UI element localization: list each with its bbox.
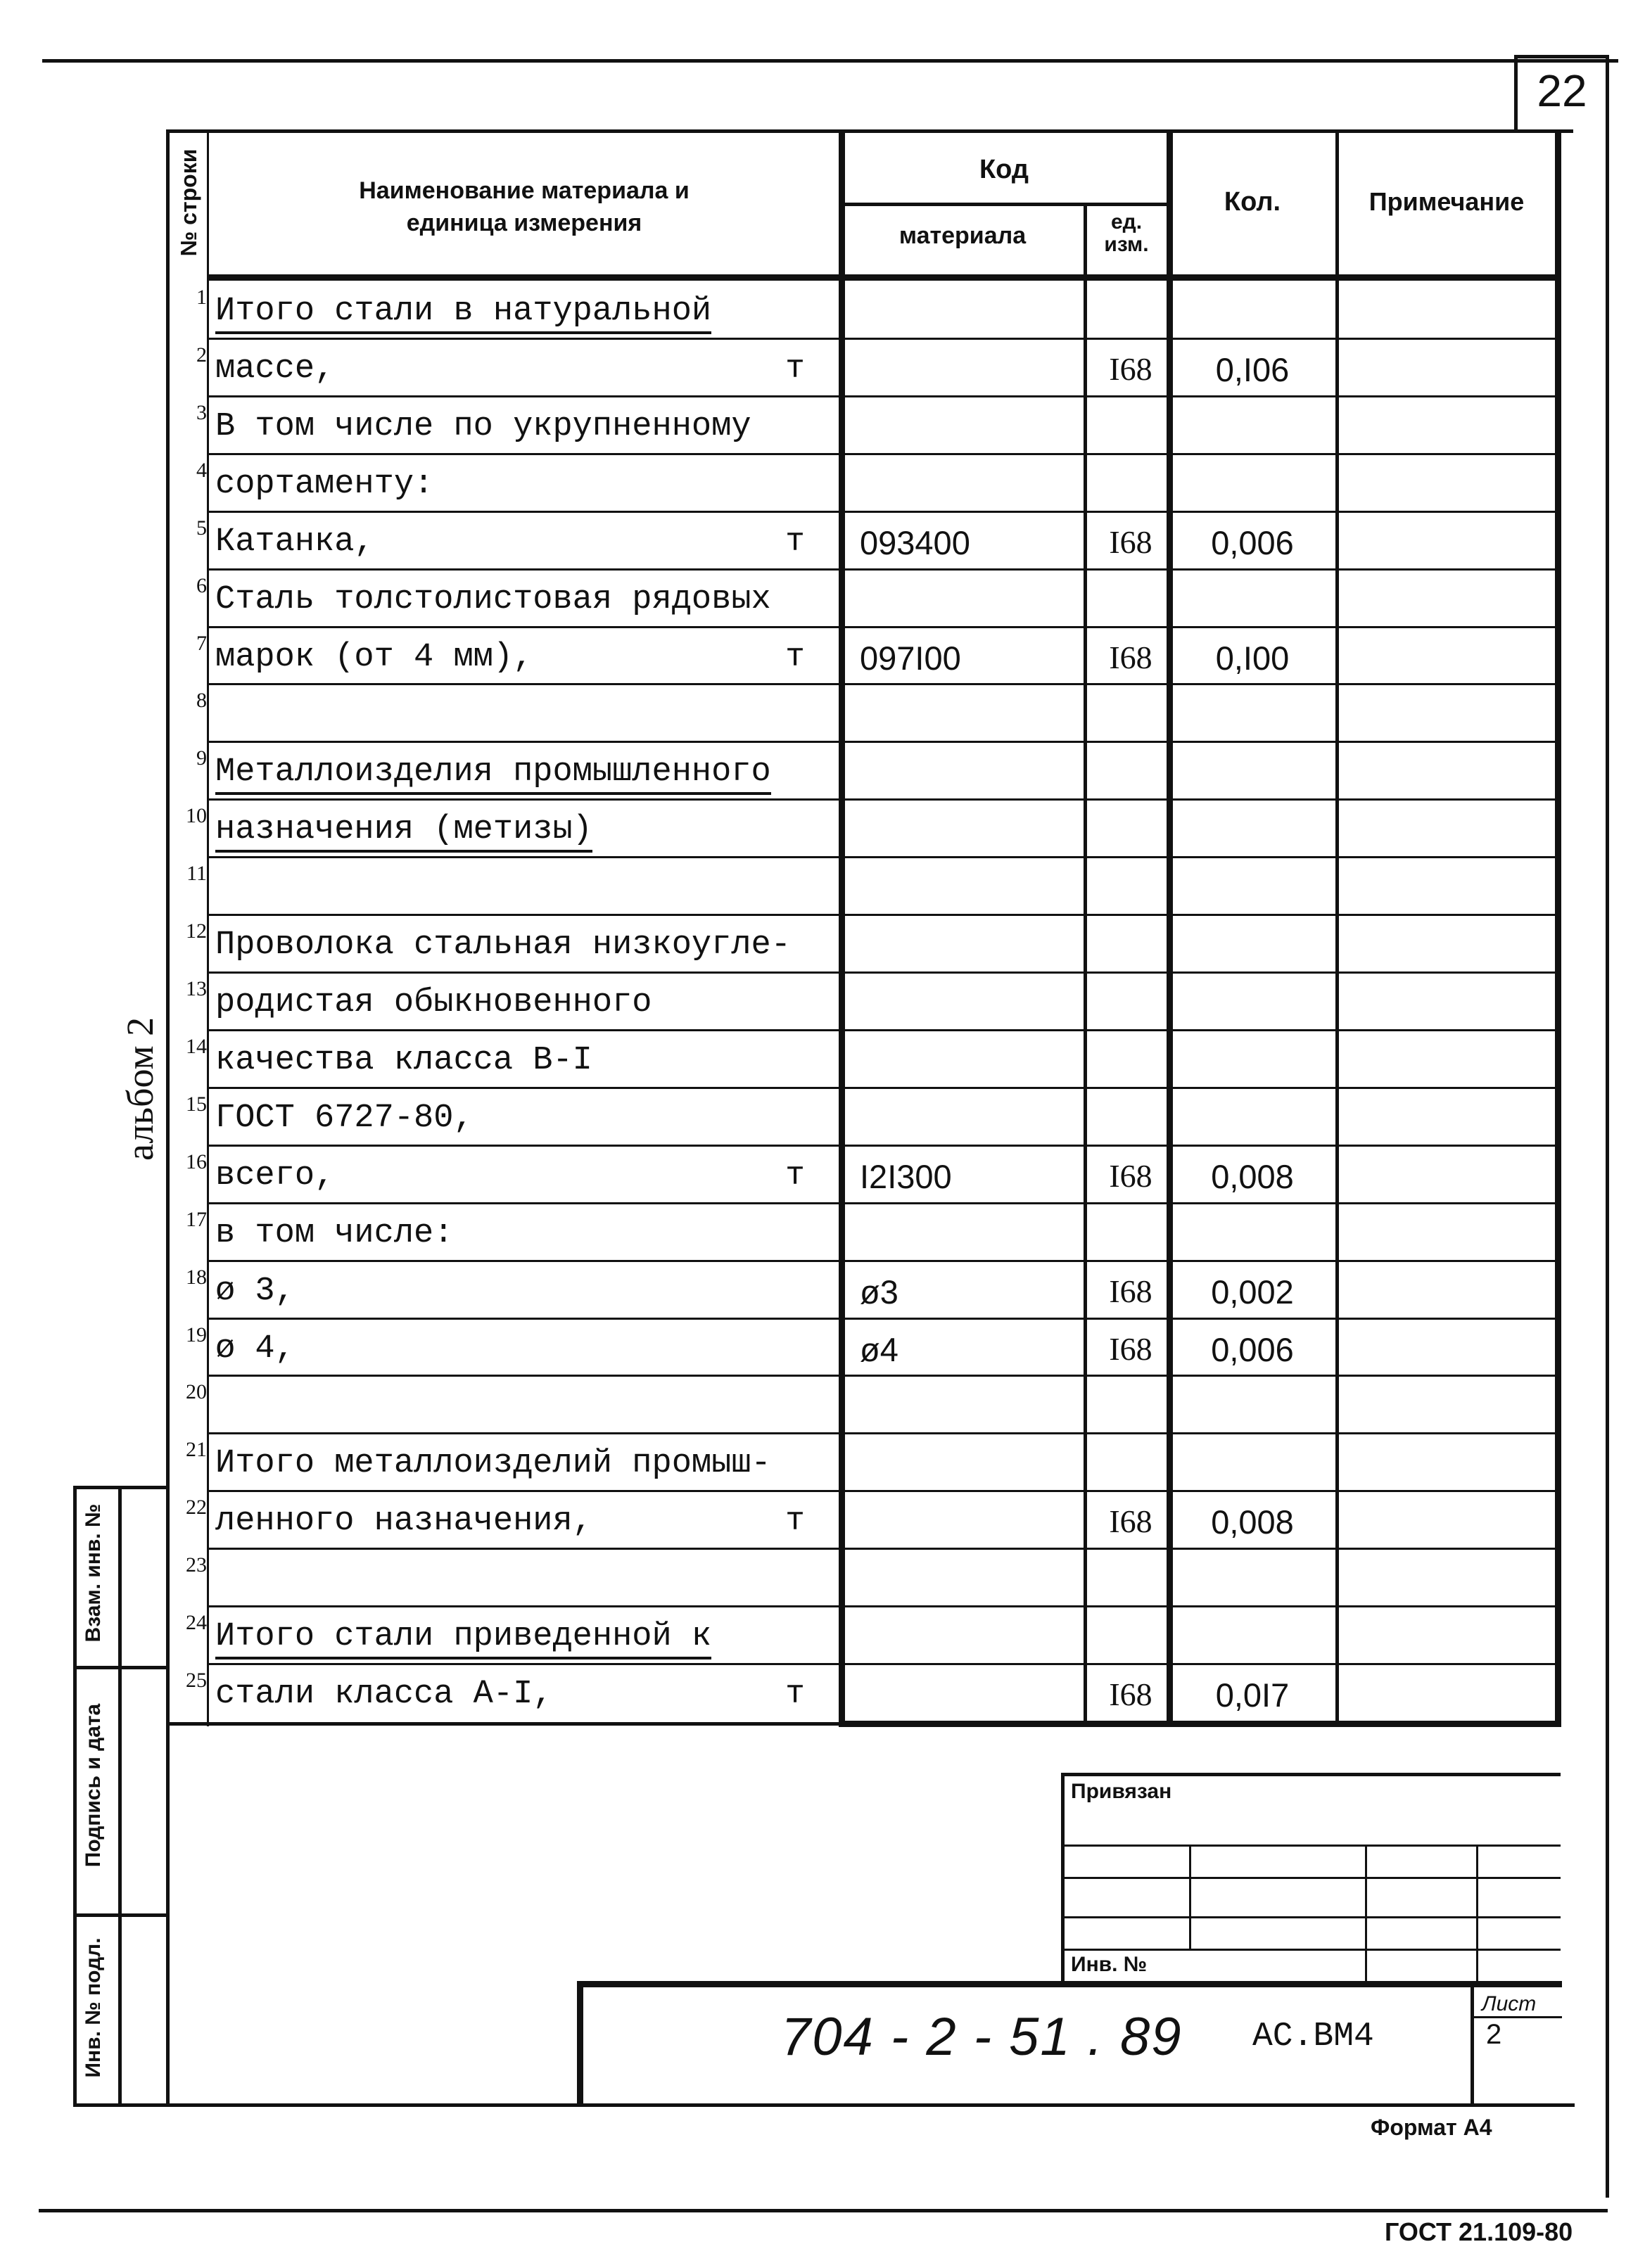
stamp-privyazan-top xyxy=(1061,1773,1561,1776)
row-number: 21 xyxy=(186,1438,207,1461)
page-number-box-left xyxy=(1514,55,1518,131)
material-name: ø 4, xyxy=(215,1330,295,1368)
unit-code: I68 xyxy=(1109,639,1152,675)
row-number: 10 xyxy=(186,804,207,827)
table-row xyxy=(0,1260,1645,1318)
stamp-main-left xyxy=(577,1981,583,2106)
row-number: 8 xyxy=(196,689,207,712)
material-name: стали класса А-I, xyxy=(215,1676,553,1713)
stamp-inv-no-label: Инв. № xyxy=(1071,1953,1148,1976)
material-name xyxy=(215,811,820,848)
stamp-grid-col2 xyxy=(1365,1845,1367,1985)
material-name: в том числе: xyxy=(215,1215,454,1252)
material-name: качества класса В-I xyxy=(215,1042,592,1079)
header-unit-line1: ед. xyxy=(1110,210,1143,234)
stamp-grid-line4 xyxy=(1061,1949,1561,1951)
table-row xyxy=(0,1375,1645,1432)
unit-code: I68 xyxy=(1109,1331,1152,1367)
material-name: Проволока стальная низкоугле- xyxy=(215,926,791,964)
row-number: 2 xyxy=(196,343,207,367)
row-number: 24 xyxy=(186,1611,207,1634)
header-qty: Кол. xyxy=(1224,187,1281,217)
row-number: 11 xyxy=(186,862,207,885)
stamp-sheet-label-line xyxy=(1471,2016,1562,2018)
row-number: 16 xyxy=(186,1150,207,1173)
table-bottom-line xyxy=(839,1721,1561,1727)
page-number-box-top xyxy=(1514,55,1609,58)
table-row xyxy=(0,1318,1645,1375)
side-block-mid xyxy=(118,1486,122,2106)
table-row xyxy=(0,1202,1645,1260)
unit-of-measure: т xyxy=(785,1676,805,1712)
table-row xyxy=(0,511,1645,568)
row-number: 18 xyxy=(186,1266,207,1289)
row-number: 4 xyxy=(196,459,207,482)
stamp-grid-col1 xyxy=(1189,1845,1191,1950)
row-number: 7 xyxy=(196,632,207,655)
material-name: ленного назначения, xyxy=(215,1503,592,1540)
material-name-underlined: Металлоизделия промышленного xyxy=(215,753,771,795)
page-number: 22 xyxy=(1537,65,1587,116)
table-row xyxy=(0,856,1645,914)
stamp-grid-line1 xyxy=(1061,1845,1561,1847)
material-code: 097I00 xyxy=(860,639,961,677)
unit-code: I68 xyxy=(1109,1273,1152,1309)
row-number: 5 xyxy=(196,516,207,540)
header-material: материала xyxy=(898,222,1027,249)
table-bottom-line-left xyxy=(166,1722,841,1726)
table-row xyxy=(0,338,1645,395)
table-row xyxy=(0,798,1645,856)
stamp-doc-code: 704 - 2 - 51 . 89 xyxy=(781,2007,1183,2067)
unit-of-measure: т xyxy=(785,1503,805,1539)
material-name xyxy=(215,1618,820,1655)
table-row xyxy=(0,1087,1645,1145)
row-number: 3 xyxy=(196,401,207,424)
bottom-border-line xyxy=(39,2209,1608,2212)
material-code: ø3 xyxy=(860,1273,898,1311)
row-number: 17 xyxy=(186,1208,207,1231)
quantity: 0,0I7 xyxy=(1215,1676,1290,1714)
material-name: сортаменту: xyxy=(215,466,434,503)
unit-code: I68 xyxy=(1109,351,1152,387)
unit-of-measure: т xyxy=(785,350,805,387)
stamp-grid-col3 xyxy=(1476,1845,1478,1985)
header-unit-line2: изм. xyxy=(1104,233,1149,256)
row-number: 25 xyxy=(186,1669,207,1692)
material-name: Итого металлоизделий промыш- xyxy=(215,1445,771,1482)
gost-label: ГОСТ 21.109-80 xyxy=(1385,2217,1573,2246)
row-number: 1 xyxy=(196,286,207,309)
quantity: 0,I06 xyxy=(1215,351,1290,388)
stamp-main-top xyxy=(577,1981,1562,1987)
row-number: 19 xyxy=(186,1323,207,1346)
unit-of-measure: т xyxy=(785,1157,805,1194)
unit-code: I68 xyxy=(1109,1158,1152,1194)
row-number: 14 xyxy=(186,1035,207,1058)
frame-bottom xyxy=(73,2103,1575,2107)
header-unit xyxy=(1086,211,1167,256)
stamp-sheet-divider xyxy=(1471,1981,1474,2106)
quantity: 0,008 xyxy=(1211,1158,1294,1195)
row-number: 15 xyxy=(186,1092,207,1116)
material-name: Катанка, xyxy=(215,523,374,561)
side-label-vzam: Взам. инв. № xyxy=(82,1503,105,1643)
table-row xyxy=(0,280,1645,338)
album-label: альбом 2 xyxy=(119,1017,161,1161)
header-note: Примечание xyxy=(1368,187,1525,216)
table-row xyxy=(0,1432,1645,1490)
table-row xyxy=(0,1605,1645,1663)
material-name: всего, xyxy=(215,1157,335,1194)
page-number-box-right xyxy=(1606,55,1609,131)
header-code: Код xyxy=(979,155,1029,184)
unit-code: I68 xyxy=(1109,1676,1152,1712)
table-row xyxy=(0,1029,1645,1087)
row-number: 13 xyxy=(186,977,207,1000)
material-name: марок (от 4 мм), xyxy=(215,639,533,676)
quantity: 0,I00 xyxy=(1215,639,1290,677)
stamp-sheet-no: 2 xyxy=(1486,2019,1502,2050)
material-name xyxy=(215,293,820,330)
side-block-sep1b xyxy=(118,1666,169,1669)
table-row xyxy=(0,741,1645,798)
stamp-grid-line3 xyxy=(1061,1916,1561,1918)
material-name-underlined: назначения (метизы) xyxy=(215,811,592,853)
table-row xyxy=(0,971,1645,1029)
table-row xyxy=(0,1548,1645,1605)
unit-code: I68 xyxy=(1109,1503,1152,1539)
table-row xyxy=(0,914,1645,971)
quantity: 0,008 xyxy=(1211,1503,1294,1541)
material-code: 093400 xyxy=(860,524,970,561)
side-block-sep2b xyxy=(118,1913,169,1917)
side-label-podpis: Подпись и дата xyxy=(82,1703,105,1868)
table-row xyxy=(0,453,1645,511)
material-name-underlined: Итого стали приведенной к xyxy=(215,1618,711,1659)
table-row xyxy=(0,568,1645,626)
quantity: 0,006 xyxy=(1211,524,1294,561)
row-number: 23 xyxy=(186,1553,207,1576)
unit-code: I68 xyxy=(1109,524,1152,560)
material-name: массе, xyxy=(215,350,335,388)
code-subheader-line xyxy=(839,203,1169,206)
material-name xyxy=(215,753,820,791)
top-border-line xyxy=(42,59,1618,63)
table-row xyxy=(0,683,1645,741)
material-name: ГОСТ 6727-80, xyxy=(215,1100,474,1137)
row-number: 6 xyxy=(196,574,207,597)
header-name-line1: Наименование материала и xyxy=(359,177,690,204)
material-code: I2I300 xyxy=(860,1158,952,1195)
stamp-sheet-label: Лист xyxy=(1482,1992,1537,2015)
material-name: Сталь толстолистовая рядовых xyxy=(215,581,771,618)
format-label: Формат А4 xyxy=(1371,2115,1492,2140)
material-code: ø4 xyxy=(860,1331,898,1368)
stamp-doc-mark: АС.ВМ4 xyxy=(1252,2018,1374,2056)
side-label-inv: Инв. № подл. xyxy=(82,1937,105,2078)
row-number: 9 xyxy=(196,746,207,770)
table-row xyxy=(0,1490,1645,1548)
frame-top xyxy=(166,129,1573,133)
material-name: ø 3, xyxy=(215,1273,295,1310)
unit-of-measure: т xyxy=(785,523,805,560)
table-row xyxy=(0,1663,1645,1721)
table-row xyxy=(0,1145,1645,1202)
material-name: родистая обыкновенного xyxy=(215,984,652,1021)
stamp-privyazan-label: Привязан xyxy=(1071,1780,1172,1803)
quantity: 0,006 xyxy=(1211,1331,1294,1368)
row-number: 22 xyxy=(186,1496,207,1519)
quantity: 0,002 xyxy=(1211,1273,1294,1311)
header-row-no: № строки xyxy=(176,148,201,257)
table-row xyxy=(0,626,1645,684)
material-name-underlined: Итого стали в натуральной xyxy=(215,293,711,334)
row-number: 20 xyxy=(186,1380,207,1403)
row-number: 12 xyxy=(186,919,207,943)
stamp-grid-line2 xyxy=(1061,1877,1561,1879)
side-block-left xyxy=(73,1486,77,2106)
header-name-line2: единица измерения xyxy=(406,210,642,236)
table-row xyxy=(0,395,1645,453)
material-name: В том числе по укрупненному xyxy=(215,408,751,445)
unit-of-measure: т xyxy=(785,639,805,675)
